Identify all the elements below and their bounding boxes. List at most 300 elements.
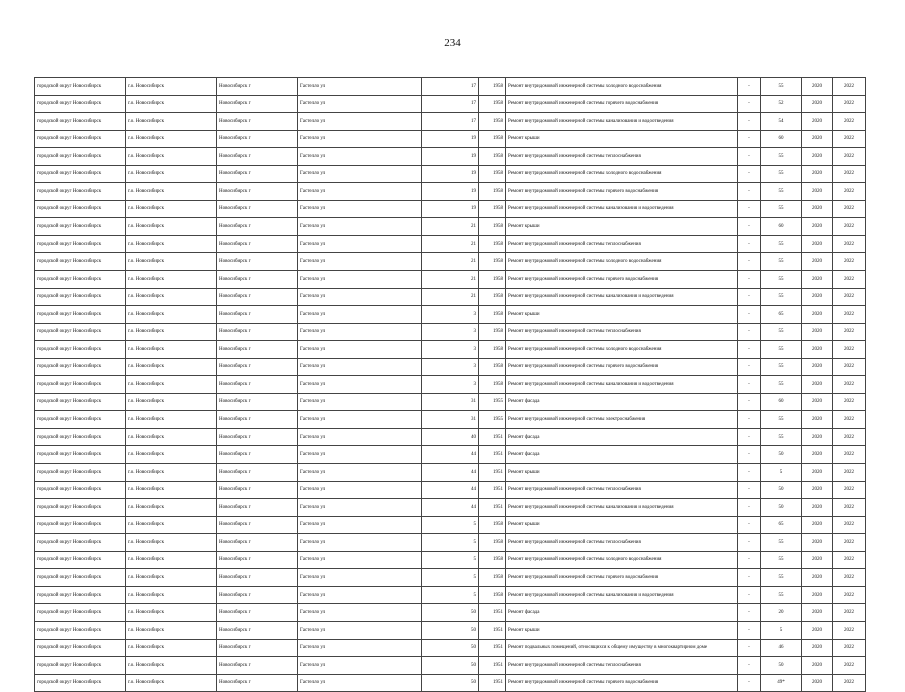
city-cell: Новосибирск г [217,464,298,482]
house-number-cell: 40 [422,428,479,446]
build-year-cell: 1951 [479,481,506,499]
house-number-cell: 17 [422,78,479,96]
district-cell: г.о. Новосибирск [126,183,217,201]
end-year-cell: 2022 [833,95,866,113]
build-year-cell: 1958 [479,148,506,166]
wear-percent-cell: 52 [761,95,802,113]
table-row [35,113,866,131]
house-number-cell: 5 [422,569,479,587]
district-cell: г.о. Новосибирск [126,499,217,517]
table-row [35,218,866,236]
municipality-cell: городской округ Новосибирск [35,411,126,429]
work-type-cell: Ремонт внутридомовой инженерной системы горячего водоснабжения [506,183,738,201]
dash-cell: - [738,446,761,464]
table-row [35,148,866,166]
build-year-cell: 1958 [479,306,506,324]
end-year-cell: 2022 [833,639,866,657]
city-cell: Новосибирск г [217,148,298,166]
table-row [35,446,866,464]
dash-cell: - [738,288,761,306]
district-cell: г.о. Новосибирск [126,534,217,552]
start-year-cell: 2020 [802,78,833,96]
work-type-cell: Ремонт внутридомовой инженерной системы электроснабжения [506,411,738,429]
wear-percent-cell: 60 [761,393,802,411]
start-year-cell: 2020 [802,393,833,411]
work-type-cell: Ремонт крыши [506,516,738,534]
dash-cell: - [738,235,761,253]
end-year-cell: 2022 [833,446,866,464]
build-year-cell: 1958 [479,165,506,183]
end-year-cell: 2022 [833,200,866,218]
city-cell: Новосибирск г [217,569,298,587]
start-year-cell: 2020 [802,411,833,429]
work-type-cell: Ремонт внутридомовой инженерной системы горячего водоснабжения [506,271,738,289]
start-year-cell: 2020 [802,323,833,341]
street-cell: Гастелло ул [298,165,422,183]
city-cell: Новосибирск г [217,586,298,604]
municipality-cell: городской округ Новосибирск [35,499,126,517]
city-cell: Новосибирск г [217,113,298,131]
start-year-cell: 2020 [802,130,833,148]
city-cell: Новосибирск г [217,499,298,517]
build-year-cell: 1958 [479,113,506,131]
start-year-cell: 2020 [802,306,833,324]
street-cell: Гастелло ул [298,200,422,218]
end-year-cell: 2022 [833,113,866,131]
dash-cell: - [738,200,761,218]
house-number-cell: 50 [422,621,479,639]
start-year-cell: 2020 [802,165,833,183]
dash-cell: - [738,481,761,499]
city-cell: Новосибирск г [217,95,298,113]
work-type-cell: Ремонт внутридомовой инженерной системы теплоснабжения [506,235,738,253]
end-year-cell: 2022 [833,411,866,429]
table-row [35,288,866,306]
house-number-cell: 44 [422,446,479,464]
municipality-cell: городской округ Новосибирск [35,604,126,622]
municipality-cell: городской округ Новосибирск [35,358,126,376]
dash-cell: - [738,674,761,692]
municipality-cell: городской округ Новосибирск [35,113,126,131]
build-year-cell: 1958 [479,516,506,534]
district-cell: г.о. Новосибирск [126,306,217,324]
district-cell: г.о. Новосибирск [126,165,217,183]
city-cell: Новосибирск г [217,674,298,692]
work-type-cell: Ремонт фасада [506,604,738,622]
street-cell: Гастелло ул [298,516,422,534]
street-cell: Гастелло ул [298,464,422,482]
work-type-cell: Ремонт внутридомовой инженерной системы теплоснабжения [506,657,738,675]
dash-cell: - [738,376,761,394]
end-year-cell: 2022 [833,604,866,622]
work-type-cell: Ремонт крыши [506,464,738,482]
table-row [35,604,866,622]
start-year-cell: 2020 [802,148,833,166]
end-year-cell: 2022 [833,358,866,376]
build-year-cell: 1958 [479,95,506,113]
work-type-cell: Ремонт внутридомовой инженерной системы теплоснабжения [506,534,738,552]
dash-cell: - [738,323,761,341]
wear-percent-cell: 55 [761,534,802,552]
district-cell: г.о. Новосибирск [126,674,217,692]
street-cell: Гастелло ул [298,358,422,376]
wear-percent-cell: 50 [761,446,802,464]
municipality-cell: городской округ Новосибирск [35,323,126,341]
work-type-cell: Ремонт внутридомовой инженерной системы канализования и водоотведения [506,200,738,218]
street-cell: Гастелло ул [298,499,422,517]
street-cell: Гастелло ул [298,674,422,692]
wear-percent-cell: 60 [761,130,802,148]
street-cell: Гастелло ул [298,446,422,464]
house-number-cell: 21 [422,271,479,289]
page-number: 234 [444,37,461,49]
district-cell: г.о. Новосибирск [126,271,217,289]
build-year-cell: 1951 [479,657,506,675]
street-cell: Гастелло ул [298,130,422,148]
dash-cell: - [738,569,761,587]
street-cell: Гастелло ул [298,657,422,675]
start-year-cell: 2020 [802,464,833,482]
dash-cell: - [738,341,761,359]
house-number-cell: 17 [422,113,479,131]
build-year-cell: 1955 [479,411,506,429]
dash-cell: - [738,534,761,552]
municipality-cell: городской округ Новосибирск [35,446,126,464]
work-type-cell: Ремонт внутридомовой инженерной системы холодного водоснабжения [506,253,738,271]
build-year-cell: 1958 [479,218,506,236]
house-number-cell: 5 [422,551,479,569]
table-row [35,78,866,96]
district-cell: г.о. Новосибирск [126,604,217,622]
work-type-cell: Ремонт внутридомовой инженерной системы холодного водоснабжения [506,165,738,183]
wear-percent-cell: 55 [761,428,802,446]
start-year-cell: 2020 [802,341,833,359]
table-row [35,323,866,341]
dash-cell: - [738,393,761,411]
dash-cell: - [738,165,761,183]
start-year-cell: 2020 [802,639,833,657]
build-year-cell: 1958 [479,271,506,289]
wear-percent-cell: 55 [761,78,802,96]
end-year-cell: 2022 [833,306,866,324]
house-number-cell: 21 [422,235,479,253]
district-cell: г.о. Новосибирск [126,639,217,657]
city-cell: Новосибирск г [217,516,298,534]
house-number-cell: 19 [422,183,479,201]
municipality-cell: городской округ Новосибирск [35,148,126,166]
end-year-cell: 2022 [833,183,866,201]
dash-cell: - [738,551,761,569]
street-cell: Гастелло ул [298,95,422,113]
work-type-cell: Ремонт внутридомовой инженерной системы холодного водоснабжения [506,341,738,359]
dash-cell: - [738,78,761,96]
table-row [35,499,866,517]
work-type-cell: Ремонт крыши [506,306,738,324]
build-year-cell: 1958 [479,586,506,604]
house-number-cell: 44 [422,499,479,517]
work-type-cell: Ремонт внутридомовой инженерной системы канализования и водоотведения [506,499,738,517]
house-number-cell: 31 [422,393,479,411]
street-cell: Гастелло ул [298,586,422,604]
wear-percent-cell: 20 [761,604,802,622]
end-year-cell: 2022 [833,253,866,271]
start-year-cell: 2020 [802,200,833,218]
house-number-cell: 19 [422,130,479,148]
build-year-cell: 1951 [479,604,506,622]
city-cell: Новосибирск г [217,271,298,289]
district-cell: г.о. Новосибирск [126,218,217,236]
table-row [35,551,866,569]
district-cell: г.о. Новосибирск [126,288,217,306]
end-year-cell: 2022 [833,551,866,569]
end-year-cell: 2022 [833,288,866,306]
city-cell: Новосибирск г [217,130,298,148]
build-year-cell: 1958 [479,358,506,376]
street-cell: Гастелло ул [298,288,422,306]
district-cell: г.о. Новосибирск [126,428,217,446]
municipality-cell: городской округ Новосибирск [35,551,126,569]
table-row [35,639,866,657]
municipality-cell: городской округ Новосибирск [35,130,126,148]
build-year-cell: 1958 [479,130,506,148]
build-year-cell: 1958 [479,534,506,552]
street-cell: Гастелло ул [298,376,422,394]
build-year-cell: 1958 [479,551,506,569]
street-cell: Гастелло ул [298,113,422,131]
street-cell: Гастелло ул [298,569,422,587]
work-type-cell: Ремонт внутридомовой инженерной системы канализования и водоотведения [506,113,738,131]
end-year-cell: 2022 [833,130,866,148]
table-row [35,657,866,675]
dash-cell: - [738,95,761,113]
district-cell: г.о. Новосибирск [126,95,217,113]
district-cell: г.о. Новосибирск [126,376,217,394]
start-year-cell: 2020 [802,516,833,534]
end-year-cell: 2022 [833,218,866,236]
wear-percent-cell: 50 [761,499,802,517]
wear-percent-cell: 55 [761,253,802,271]
wear-percent-cell: 55 [761,288,802,306]
build-year-cell: 1951 [479,446,506,464]
district-cell: г.о. Новосибирск [126,341,217,359]
street-cell: Гастелло ул [298,621,422,639]
municipality-cell: городской округ Новосибирск [35,253,126,271]
table-row [35,376,866,394]
work-type-cell: Ремонт внутридомовой инженерной системы горячего водоснабжения [506,95,738,113]
end-year-cell: 2022 [833,323,866,341]
work-type-cell: Ремонт внутридомовой инженерной системы горячего водоснабжения [506,674,738,692]
table-row [35,341,866,359]
table-row [35,165,866,183]
city-cell: Новосибирск г [217,323,298,341]
house-number-cell: 44 [422,464,479,482]
wear-percent-cell: 60 [761,218,802,236]
street-cell: Гастелло ул [298,323,422,341]
table-row [35,428,866,446]
work-type-cell: Ремонт фасада [506,393,738,411]
house-number-cell: 50 [422,657,479,675]
wear-percent-cell: 55 [761,358,802,376]
build-year-cell: 1951 [479,674,506,692]
house-number-cell: 17 [422,95,479,113]
district-cell: г.о. Новосибирск [126,323,217,341]
street-cell: Гастелло ул [298,271,422,289]
build-year-cell: 1958 [479,235,506,253]
municipality-cell: городской округ Новосибирск [35,481,126,499]
work-type-cell: Ремонт подвальных помещений, относящихся к общему имуществу в многоквартирном доме [506,639,738,657]
dash-cell: - [738,358,761,376]
table-row [35,621,866,639]
house-number-cell: 31 [422,411,479,429]
work-type-cell: Ремонт внутридомовой инженерной системы теплоснабжения [506,481,738,499]
house-number-cell: 3 [422,306,479,324]
district-cell: г.о. Новосибирск [126,481,217,499]
table-row [35,95,866,113]
city-cell: Новосибирск г [217,200,298,218]
municipality-cell: городской округ Новосибирск [35,639,126,657]
wear-percent-cell: 5 [761,464,802,482]
house-number-cell: 5 [422,516,479,534]
start-year-cell: 2020 [802,376,833,394]
street-cell: Гастелло ул [298,639,422,657]
municipality-cell: городской округ Новосибирск [35,306,126,324]
municipality-cell: городской округ Новосибирск [35,200,126,218]
start-year-cell: 2020 [802,674,833,692]
city-cell: Новосибирск г [217,604,298,622]
district-cell: г.о. Новосибирск [126,586,217,604]
street-cell: Гастелло ул [298,235,422,253]
municipality-cell: городской округ Новосибирск [35,464,126,482]
dash-cell: - [738,218,761,236]
municipality-cell: городской округ Новосибирск [35,534,126,552]
start-year-cell: 2020 [802,235,833,253]
end-year-cell: 2022 [833,148,866,166]
wear-percent-cell: 55 [761,200,802,218]
city-cell: Новосибирск г [217,306,298,324]
wear-percent-cell: 46 [761,639,802,657]
house-number-cell: 19 [422,148,479,166]
work-type-cell: Ремонт внутридомовой инженерной системы холодного водоснабжения [506,551,738,569]
table-row [35,253,866,271]
city-cell: Новосибирск г [217,534,298,552]
district-cell: г.о. Новосибирск [126,657,217,675]
municipality-cell: городской округ Новосибирск [35,657,126,675]
municipality-cell: городской округ Новосибирск [35,183,126,201]
build-year-cell: 1951 [479,464,506,482]
start-year-cell: 2020 [802,657,833,675]
city-cell: Новосибирск г [217,376,298,394]
end-year-cell: 2022 [833,428,866,446]
table-row [35,411,866,429]
wear-percent-cell: 54 [761,113,802,131]
wear-percent-cell: 55 [761,411,802,429]
district-cell: г.о. Новосибирск [126,621,217,639]
table-row [35,674,866,692]
table-row [35,200,866,218]
city-cell: Новосибирск г [217,218,298,236]
work-type-cell: Ремонт внутридомовой инженерной системы горячего водоснабжения [506,569,738,587]
district-cell: г.о. Новосибирск [126,253,217,271]
work-type-cell: Ремонт крыши [506,130,738,148]
dash-cell: - [738,586,761,604]
work-type-cell: Ремонт внутридомовой инженерной системы холодного водоснабжения [506,78,738,96]
start-year-cell: 2020 [802,358,833,376]
build-year-cell: 1951 [479,499,506,517]
street-cell: Гастелло ул [298,148,422,166]
wear-percent-cell: 55 [761,323,802,341]
start-year-cell: 2020 [802,551,833,569]
house-number-cell: 50 [422,674,479,692]
municipality-cell: городской округ Новосибирск [35,78,126,96]
dash-cell: - [738,253,761,271]
work-type-cell: Ремонт внутридомовой инженерной системы теплоснабжения [506,148,738,166]
table-row [35,183,866,201]
end-year-cell: 2022 [833,376,866,394]
city-cell: Новосибирск г [217,393,298,411]
start-year-cell: 2020 [802,428,833,446]
district-cell: г.о. Новосибирск [126,113,217,131]
district-cell: г.о. Новосибирск [126,358,217,376]
build-year-cell: 1958 [479,323,506,341]
district-cell: г.о. Новосибирск [126,393,217,411]
city-cell: Новосибирск г [217,341,298,359]
municipality-cell: городской округ Новосибирск [35,376,126,394]
dash-cell: - [738,411,761,429]
end-year-cell: 2022 [833,271,866,289]
dash-cell: - [738,621,761,639]
build-year-cell: 1951 [479,639,506,657]
municipality-cell: городской округ Новосибирск [35,428,126,446]
work-type-cell: Ремонт внутридомовой инженерной системы канализования и водоотведения [506,288,738,306]
end-year-cell: 2022 [833,341,866,359]
work-type-cell: Ремонт крыши [506,218,738,236]
table-row [35,393,866,411]
district-cell: г.о. Новосибирск [126,551,217,569]
city-cell: Новосибирск г [217,78,298,96]
city-cell: Новосибирск г [217,657,298,675]
dash-cell: - [738,148,761,166]
wear-percent-cell: 50 [761,481,802,499]
start-year-cell: 2020 [802,218,833,236]
end-year-cell: 2022 [833,516,866,534]
district-cell: г.о. Новосибирск [126,200,217,218]
wear-percent-cell: 55 [761,586,802,604]
end-year-cell: 2022 [833,569,866,587]
table-row [35,516,866,534]
end-year-cell: 2022 [833,657,866,675]
city-cell: Новосибирск г [217,481,298,499]
wear-percent-cell: 55 [761,235,802,253]
house-number-cell: 21 [422,288,479,306]
wear-percent-cell: 55 [761,551,802,569]
start-year-cell: 2020 [802,95,833,113]
street-cell: Гастелло ул [298,393,422,411]
street-cell: Гастелло ул [298,253,422,271]
table-row [35,271,866,289]
city-cell: Новосибирск г [217,428,298,446]
dash-cell: - [738,499,761,517]
build-year-cell: 1951 [479,621,506,639]
house-number-cell: 3 [422,376,479,394]
end-year-cell: 2022 [833,534,866,552]
city-cell: Новосибирск г [217,411,298,429]
start-year-cell: 2020 [802,499,833,517]
repair-schedule-table [34,77,866,692]
municipality-cell: городской округ Новосибирск [35,569,126,587]
wear-percent-cell: 55 [761,569,802,587]
city-cell: Новосибирск г [217,551,298,569]
build-year-cell: 1955 [479,393,506,411]
